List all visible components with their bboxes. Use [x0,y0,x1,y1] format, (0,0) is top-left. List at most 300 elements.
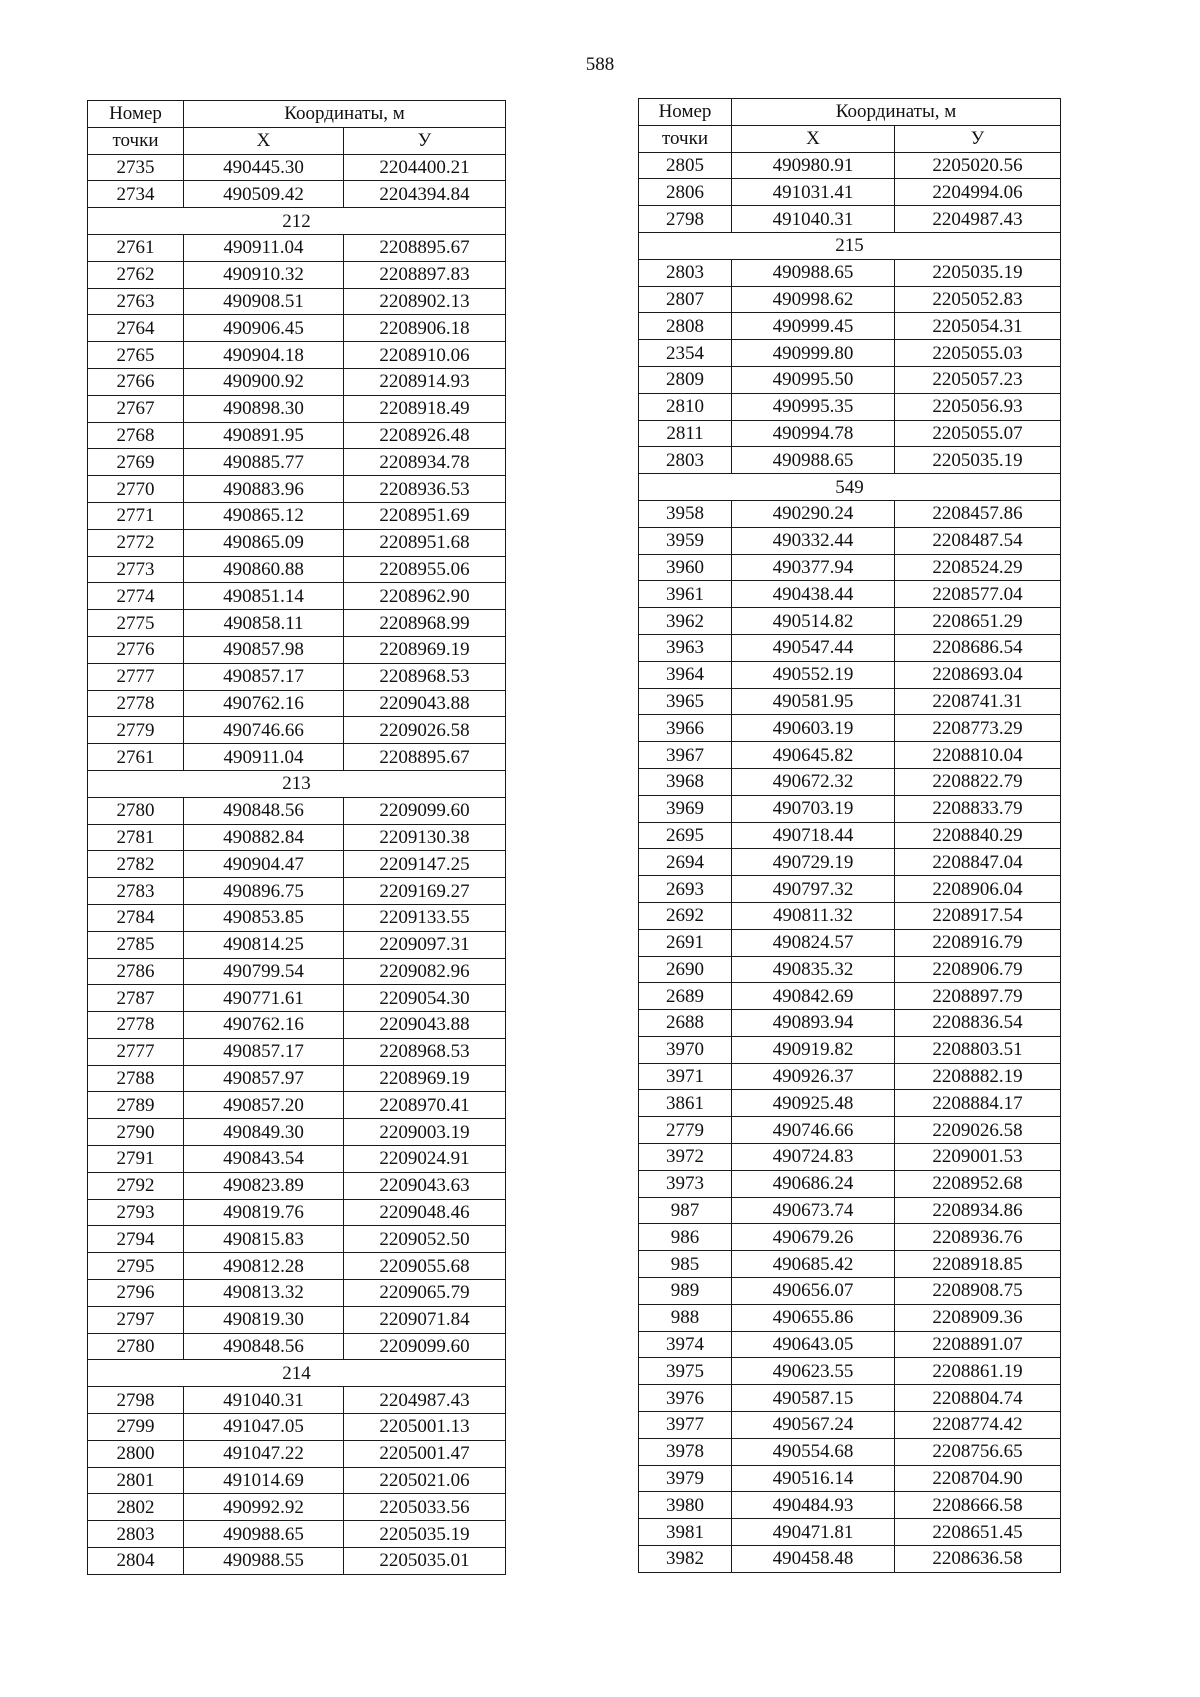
table-row [639,1519,1061,1546]
table-row [639,554,1061,581]
table-row [88,1199,506,1226]
x-coordinate-cell: 490908.51 [184,288,344,315]
x-coordinate-cell: 491031.41 [732,179,895,206]
table-row [88,1012,506,1039]
point-number-header-line2: точки [88,127,184,154]
y-coordinate-cell: 2209071.84 [344,1306,506,1333]
point-number-cell: 2689 [639,983,732,1010]
point-number-cell: 2798 [639,206,732,233]
x-coordinate-cell: 490999.45 [732,313,895,340]
y-coordinate-cell: 2208774.42 [895,1412,1061,1439]
y-coordinate-cell: 2208906.18 [344,315,506,342]
point-number-cell: 2790 [88,1119,184,1146]
y-coordinate-cell: 2208884.17 [895,1090,1061,1117]
table-row [88,368,506,395]
table-row [88,1038,506,1065]
table-row [88,154,506,181]
point-number-cell: 3959 [639,527,732,554]
x-coordinate-cell: 490988.65 [732,447,895,474]
y-coordinate-cell: 2208906.04 [895,876,1061,903]
header-row [639,125,1061,152]
x-coordinate-cell: 490980.91 [732,152,895,179]
table-row [88,1119,506,1146]
point-number-cell: 2801 [88,1467,184,1494]
table-row [639,340,1061,367]
table-row [88,315,506,342]
table-row [639,179,1061,206]
y-coordinate-cell: 2205057.23 [895,366,1061,393]
point-number-cell: 3969 [639,795,732,822]
table-row [639,1304,1061,1331]
y-coordinate-cell: 2208902.13 [344,288,506,315]
point-number-cell: 3963 [639,634,732,661]
point-number-cell: 2770 [88,476,184,503]
point-number-cell: 2788 [88,1065,184,1092]
table-row [639,206,1061,233]
table-row [88,342,506,369]
y-coordinate-cell: 2208693.04 [895,661,1061,688]
x-coordinate-cell: 490851.14 [184,583,344,610]
left-coordinates-table [87,100,506,1575]
y-coordinate-cell: 2205001.13 [344,1414,506,1441]
header-row [639,99,1061,126]
point-number-cell: 2798 [88,1387,184,1414]
table-row [639,768,1061,795]
y-coordinate-cell: 2204987.43 [895,206,1061,233]
table-row [88,744,506,771]
x-coordinate-cell: 490438.44 [732,581,895,608]
table-row [88,502,506,529]
x-coordinate-cell: 490581.95 [732,688,895,715]
point-number-cell: 2805 [639,152,732,179]
table-row [88,690,506,717]
y-coordinate-cell: 2208906.79 [895,956,1061,983]
y-coordinate-cell: 2208457.86 [895,500,1061,527]
point-number-cell: 2802 [88,1494,184,1521]
y-coordinate-cell: 2208686.54 [895,634,1061,661]
point-number-cell: 2789 [88,1092,184,1119]
x-coordinate-cell: 490843.54 [184,1146,344,1173]
x-coordinate-cell: 490509.42 [184,181,344,208]
y-coordinate-cell: 2209097.31 [344,931,506,958]
x-coordinate-cell: 490458.48 [732,1546,895,1573]
table-row [639,715,1061,742]
point-number-cell: 2793 [88,1199,184,1226]
point-number-cell: 2797 [88,1306,184,1333]
y-coordinate-cell: 2208891.07 [895,1331,1061,1358]
point-number-cell: 2775 [88,610,184,637]
x-coordinate-cell: 490514.82 [732,608,895,635]
point-number-cell: 2809 [639,366,732,393]
y-coordinate-cell: 2208897.79 [895,983,1061,1010]
point-number-cell: 2354 [639,340,732,367]
point-number-cell: 3979 [639,1465,732,1492]
y-coordinate-cell: 2208487.54 [895,527,1061,554]
x-coordinate-cell: 491040.31 [732,206,895,233]
y-coordinate-cell: 2208803.51 [895,1036,1061,1063]
table-row [639,420,1061,447]
table-row [639,1412,1061,1439]
page-number: 588 [585,54,615,75]
x-coordinate-cell: 490857.17 [184,1038,344,1065]
y-coordinate-cell: 2208908.75 [895,1278,1061,1305]
x-coordinate-cell: 490814.25 [184,931,344,958]
y-coordinate-cell: 2209082.96 [344,958,506,985]
y-coordinate-cell: 2208636.58 [895,1546,1061,1573]
y-coordinate-cell: 2204994.06 [895,179,1061,206]
coordinates-header: Координаты, м [184,101,506,128]
x-coordinate-cell: 490819.76 [184,1199,344,1226]
point-number-cell: 3976 [639,1385,732,1412]
table-row [639,393,1061,420]
table-row [88,583,506,610]
y-coordinate-cell: 2208926.48 [344,422,506,449]
x-coordinate-cell: 490853.85 [184,904,344,931]
x-coordinate-cell: 490988.55 [184,1548,344,1575]
table-row [639,152,1061,179]
x-coordinate-cell: 490925.48 [732,1090,895,1117]
y-coordinate-cell: 2204987.43 [344,1387,506,1414]
table-row [639,1036,1061,1063]
y-coordinate-cell: 2209065.79 [344,1280,506,1307]
point-number-cell: 2777 [88,1038,184,1065]
x-coordinate-cell: 490865.09 [184,529,344,556]
x-coordinate-cell: 490904.47 [184,851,344,878]
x-coordinate-cell: 490799.54 [184,958,344,985]
x-coordinate-cell: 490679.26 [732,1224,895,1251]
x-coordinate-cell: 490998.62 [732,286,895,313]
point-number-cell: 2779 [88,717,184,744]
x-coordinate-cell: 490857.97 [184,1065,344,1092]
y-coordinate-cell: 2208951.69 [344,502,506,529]
y-coordinate-cell: 2208969.19 [344,1065,506,1092]
table-row [639,313,1061,340]
x-coordinate-cell: 490891.95 [184,422,344,449]
table-row [88,985,506,1012]
point-number-cell: 3861 [639,1090,732,1117]
point-number-cell: 2688 [639,1010,732,1037]
point-number-header-line2: точки [639,125,732,152]
point-number-cell: 2690 [639,956,732,983]
table-row [88,288,506,315]
y-coordinate-cell: 2208910.06 [344,342,506,369]
point-number-cell: 2763 [88,288,184,315]
point-number-cell: 2776 [88,636,184,663]
table-row [88,1440,506,1467]
x-coordinate-cell: 490995.35 [732,393,895,420]
table-row [88,958,506,985]
x-coordinate-cell: 490819.30 [184,1306,344,1333]
y-coordinate-cell: 2208970.41 [344,1092,506,1119]
point-number-cell: 3966 [639,715,732,742]
x-coordinate-cell: 490656.07 [732,1278,895,1305]
table-row [639,1465,1061,1492]
table-row [88,395,506,422]
y-coordinate-cell: 2209043.88 [344,1012,506,1039]
point-number-cell: 3974 [639,1331,732,1358]
table-row [88,1226,506,1253]
point-number-cell: 2808 [639,313,732,340]
table-row [639,608,1061,635]
coordinates-header: Координаты, м [732,99,1061,126]
table-row [639,1197,1061,1224]
table-row [639,1117,1061,1144]
point-number-cell: 2695 [639,822,732,849]
table-row [88,663,506,690]
x-coordinate-cell: 490900.92 [184,368,344,395]
table-row [88,878,506,905]
y-coordinate-cell: 2208968.53 [344,663,506,690]
table-row [88,1146,506,1173]
y-coordinate-cell: 2209055.68 [344,1253,506,1280]
section-number: 212 [88,208,506,235]
y-coordinate-cell: 2209133.55 [344,904,506,931]
x-coordinate-cell: 490812.28 [184,1253,344,1280]
x-coordinate-cell: 490811.32 [732,902,895,929]
point-number-cell: 2791 [88,1146,184,1173]
x-coordinate-cell: 490567.24 [732,1412,895,1439]
point-number-cell: 2804 [88,1548,184,1575]
y-coordinate-cell: 2208882.19 [895,1063,1061,1090]
y-coordinate-cell: 2208810.04 [895,742,1061,769]
point-number-cell: 2761 [88,744,184,771]
y-coordinate-cell: 2209099.60 [344,1333,506,1360]
point-number-cell: 2762 [88,261,184,288]
table-row [639,447,1061,474]
point-number-cell: 2786 [88,958,184,985]
y-coordinate-cell: 2205035.19 [344,1521,506,1548]
x-coordinate-cell: 490842.69 [732,983,895,1010]
point-number-cell: 2693 [639,876,732,903]
point-number-cell: 2779 [639,1117,732,1144]
x-coordinate-cell: 490994.78 [732,420,895,447]
y-coordinate-cell: 2205035.01 [344,1548,506,1575]
table-row [639,1063,1061,1090]
table-row [639,902,1061,929]
table-row [639,1385,1061,1412]
x-coordinate-cell: 490904.18 [184,342,344,369]
point-number-cell: 2773 [88,556,184,583]
table-row [639,795,1061,822]
section-row [639,232,1061,259]
table-row [639,1492,1061,1519]
y-column-header: У [895,125,1061,152]
x-coordinate-cell: 490857.98 [184,636,344,663]
x-coordinate-cell: 490835.32 [732,956,895,983]
y-coordinate-cell: 2208836.54 [895,1010,1061,1037]
point-number-cell: 2769 [88,449,184,476]
y-coordinate-cell: 2208917.54 [895,902,1061,929]
point-number-cell: 2785 [88,931,184,958]
x-coordinate-cell: 490995.50 [732,366,895,393]
y-coordinate-cell: 2208704.90 [895,1465,1061,1492]
x-coordinate-cell: 490290.24 [732,500,895,527]
table-row [639,1251,1061,1278]
x-coordinate-cell: 490849.30 [184,1119,344,1146]
point-number-cell: 2735 [88,154,184,181]
y-coordinate-cell: 2208952.68 [895,1170,1061,1197]
y-coordinate-cell: 2205001.47 [344,1440,506,1467]
table-row [639,1278,1061,1305]
x-coordinate-cell: 490926.37 [732,1063,895,1090]
table-row [88,1467,506,1494]
x-coordinate-cell: 490857.17 [184,663,344,690]
point-number-cell: 2778 [88,1012,184,1039]
x-coordinate-cell: 490815.83 [184,1226,344,1253]
section-number: 549 [639,474,1061,501]
header-row [88,101,506,128]
x-coordinate-cell: 490746.66 [732,1117,895,1144]
y-coordinate-cell: 2208951.68 [344,529,506,556]
y-coordinate-cell: 2209052.50 [344,1226,506,1253]
table-row [639,286,1061,313]
table-row [88,449,506,476]
section-number: 213 [88,770,506,797]
point-number-cell: 2800 [88,1440,184,1467]
x-coordinate-cell: 490724.83 [732,1144,895,1171]
point-number-cell: 2734 [88,181,184,208]
y-coordinate-cell: 2205035.19 [895,447,1061,474]
x-coordinate-cell: 491047.22 [184,1440,344,1467]
point-number-cell: 2803 [639,447,732,474]
table-row [639,366,1061,393]
point-number-cell: 2795 [88,1253,184,1280]
x-coordinate-cell: 490883.96 [184,476,344,503]
table-row [639,1010,1061,1037]
y-coordinate-cell: 2209147.25 [344,851,506,878]
y-coordinate-cell: 2205021.06 [344,1467,506,1494]
y-coordinate-cell: 2208822.79 [895,768,1061,795]
section-row [88,208,506,235]
y-coordinate-cell: 2209003.19 [344,1119,506,1146]
x-coordinate-cell: 490857.20 [184,1092,344,1119]
y-coordinate-cell: 2205020.56 [895,152,1061,179]
x-coordinate-cell: 490603.19 [732,715,895,742]
section-row [88,1360,506,1387]
x-coordinate-cell: 490552.19 [732,661,895,688]
point-number-cell: 2766 [88,368,184,395]
point-number-header: Номер [88,101,184,128]
point-number-cell: 2767 [88,395,184,422]
table-row [639,1331,1061,1358]
table-row [88,1521,506,1548]
point-number-cell: 3962 [639,608,732,635]
x-coordinate-cell: 490999.80 [732,340,895,367]
point-number-cell: 2781 [88,824,184,851]
table-row [639,259,1061,286]
point-number-cell: 2806 [639,179,732,206]
table-row [88,1172,506,1199]
y-coordinate-cell: 2208651.45 [895,1519,1061,1546]
table-row [88,1306,506,1333]
table-row [88,797,506,824]
y-coordinate-cell: 2208524.29 [895,554,1061,581]
y-coordinate-cell: 2205056.93 [895,393,1061,420]
x-coordinate-cell: 490898.30 [184,395,344,422]
y-coordinate-cell: 2209043.63 [344,1172,506,1199]
y-coordinate-cell: 2205055.07 [895,420,1061,447]
x-coordinate-cell: 490893.94 [732,1010,895,1037]
y-coordinate-cell: 2209099.60 [344,797,506,824]
point-number-cell: 2803 [88,1521,184,1548]
x-column-header: X [184,127,344,154]
table-row [639,1144,1061,1171]
point-number-cell: 3978 [639,1438,732,1465]
point-number-cell: 2780 [88,797,184,824]
table-row [88,610,506,637]
table-row [88,1092,506,1119]
x-coordinate-cell: 490992.92 [184,1494,344,1521]
table-row [88,824,506,851]
y-coordinate-cell: 2209001.53 [895,1144,1061,1171]
y-coordinate-cell: 2208861.19 [895,1358,1061,1385]
x-coordinate-cell: 490860.88 [184,556,344,583]
y-coordinate-cell: 2209169.27 [344,878,506,905]
point-number-cell: 3968 [639,768,732,795]
point-number-cell: 3972 [639,1144,732,1171]
table-row [639,634,1061,661]
point-number-cell: 2772 [88,529,184,556]
y-coordinate-cell: 2208847.04 [895,849,1061,876]
point-number-cell: 3970 [639,1036,732,1063]
table-row [639,500,1061,527]
point-number-cell: 2761 [88,234,184,261]
x-coordinate-cell: 490484.93 [732,1492,895,1519]
table-row [88,1548,506,1575]
x-column-header: X [732,125,895,152]
x-coordinate-cell: 490771.61 [184,985,344,1012]
table-row [88,931,506,958]
x-coordinate-cell: 490746.66 [184,717,344,744]
table-row [88,1494,506,1521]
x-coordinate-cell: 490547.44 [732,634,895,661]
point-number-cell: 2807 [639,286,732,313]
table-row [639,527,1061,554]
x-coordinate-cell: 490655.86 [732,1304,895,1331]
y-coordinate-cell: 2208918.85 [895,1251,1061,1278]
point-number-cell: 2691 [639,929,732,956]
table-row [639,1170,1061,1197]
x-coordinate-cell: 490797.32 [732,876,895,903]
point-number-cell: 2782 [88,851,184,878]
point-number-cell: 2768 [88,422,184,449]
x-coordinate-cell: 490643.05 [732,1331,895,1358]
right-coordinates-table [638,98,1061,1573]
table-row [639,581,1061,608]
point-number-cell: 2784 [88,904,184,931]
point-number-cell: 3960 [639,554,732,581]
x-coordinate-cell: 490762.16 [184,1012,344,1039]
table-row [88,851,506,878]
point-number-cell: 2780 [88,1333,184,1360]
table-row [88,1387,506,1414]
point-number-cell: 2771 [88,502,184,529]
y-coordinate-cell: 2208895.67 [344,744,506,771]
y-coordinate-cell: 2208969.19 [344,636,506,663]
point-number-cell: 2794 [88,1226,184,1253]
y-coordinate-cell: 2208666.58 [895,1492,1061,1519]
table-row [639,929,1061,956]
x-coordinate-cell: 490623.55 [732,1358,895,1385]
y-coordinate-cell: 2208577.04 [895,581,1061,608]
x-coordinate-cell: 490516.14 [732,1465,895,1492]
point-number-cell: 2777 [88,663,184,690]
table-row [88,904,506,931]
x-coordinate-cell: 490988.65 [732,259,895,286]
table-row [88,422,506,449]
y-coordinate-cell: 2208773.29 [895,715,1061,742]
point-number-cell: 3965 [639,688,732,715]
